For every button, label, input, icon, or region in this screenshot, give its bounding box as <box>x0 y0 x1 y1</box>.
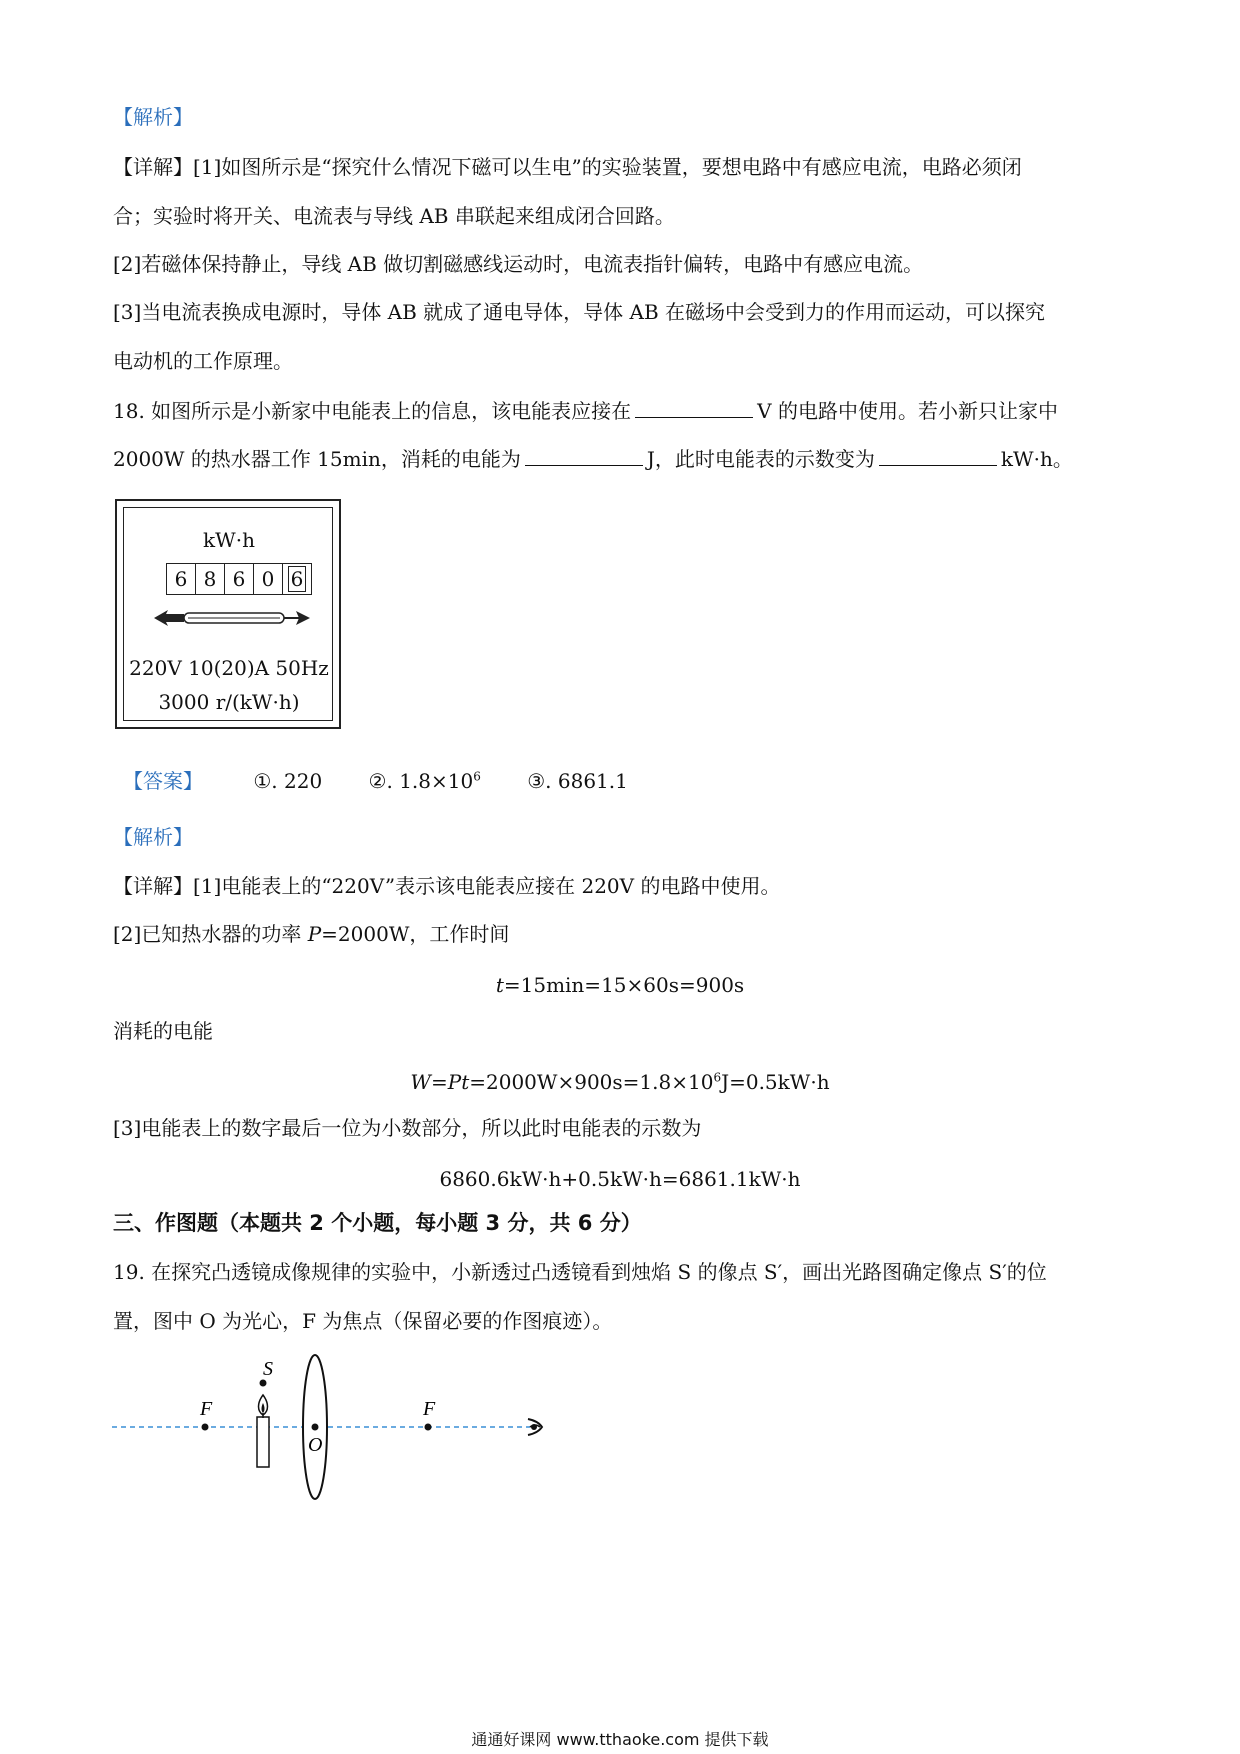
meter-digits <box>166 563 312 595</box>
question-19-line-1: 19. 在探究凸透镜成像规律的实验中，小新透过凸透镜看到烛焰 S 的像点 S′，画出光路图确定像点 S′的位 <box>113 1260 1047 1284</box>
candle-icon <box>257 1380 269 1468</box>
focus-point-left <box>202 1424 209 1431</box>
meter-digit: 8 <box>196 564 225 594</box>
analysis-label: 【解析】 <box>113 105 193 129</box>
energy-meter-figure <box>115 499 341 729</box>
meter-unit: kW·h <box>203 528 255 552</box>
section-heading: 三、作图题（本题共 2 个小题，每小题 3 分，共 6 分） <box>113 1211 642 1235</box>
answer-1: ①. 220 <box>253 769 323 793</box>
equation-reading: 6860.6kW·h+0.5kW·h=6861.1kW·h <box>439 1167 801 1191</box>
answer-blank-3[interactable] <box>879 447 997 466</box>
page-footer: 通通好课网 www.tthaoke.com 提供下载 <box>471 1730 769 1749</box>
answer-blank-1[interactable] <box>635 399 753 418</box>
focus-label-right: F <box>423 1398 436 1420</box>
lens-diagram <box>110 1345 570 1515</box>
meter-rotor-icon <box>152 606 312 630</box>
detail-3: 消耗的电能 <box>113 1019 213 1043</box>
detail-1: 【详解】[1]电能表上的“220V”表示该电能表应接在 220V 的电路中使用。 <box>113 874 781 898</box>
focus-point-right <box>425 1424 432 1431</box>
meter-spec-1: 220V 10(20)A 50Hz <box>129 656 329 680</box>
question-18-line-1: 18. 如图所示是小新家中电能表上的信息，该电能表应接在 V 的电路中使用。若小新只让家中 <box>113 399 1058 423</box>
focus-label-left: F <box>200 1398 213 1420</box>
detail-2: [2]已知热水器的功率 P=2000W，工作时间 <box>113 922 510 946</box>
meter-digit: 6 <box>167 564 196 594</box>
answer-label: 【答案】 <box>123 769 203 793</box>
question-18-line-2: 2000W 的热水器工作 15min，消耗的电能为 J，此时电能表的示数变为 kW·h。 <box>113 447 1073 471</box>
detail-paragraph-3: [3]当电流表换成电源时，导体 AB 就成了通电导体，导体 AB 在磁场中会受到力的作用而运动，可以探究 <box>113 300 1046 324</box>
answer-blank-2[interactable] <box>525 447 643 466</box>
detail-paragraph-1-cont: 合；实验时将开关、电流表与导线 AB 串联起来组成闭合回路。 <box>113 204 675 228</box>
meter-decimal-digit: 6 <box>283 564 311 594</box>
answer-2: ②. $1.8\times 10^6$ <box>368 769 481 793</box>
detail-paragraph-1: 【详解】[1]如图所示是“探究什么情况下磁可以生电”的实验装置，要想电路中有感应电流，电路必须闭 <box>113 155 1022 179</box>
equation-energy: $W=Pt=2000W\times 900s=1.8\times 10^6J=0.5kW\cdot h$ <box>410 1070 830 1094</box>
answer-3: ③. 6861.1 <box>527 769 628 793</box>
detail-paragraph-3-cont: 电动机的工作原理。 <box>113 349 293 373</box>
eye-icon <box>528 1419 542 1435</box>
source-label: S <box>263 1358 273 1380</box>
meter-spec-2: 3000 r/(kW·h) <box>158 690 300 714</box>
answer-row <box>123 765 628 794</box>
optical-center <box>312 1424 319 1431</box>
detail-paragraph-2: [2]若磁体保持静止，导线 AB 做切割磁感线运动时，电流表指针偏转，电路中有感应电流。 <box>113 252 924 276</box>
question-19-line-2: 置，图中 O 为光心，F 为焦点（保留必要的作图痕迹）。 <box>113 1309 613 1333</box>
detail-4: [3]电能表上的数字最后一位为小数部分，所以此时电能表的示数为 <box>113 1116 702 1140</box>
meter-digit: 6 <box>225 564 254 594</box>
analysis-label: 【解析】 <box>113 825 193 849</box>
equation-time: t=15min=15×60s=900s <box>495 973 745 997</box>
optical-center-label: O <box>308 1434 323 1456</box>
meter-digit: 0 <box>254 564 283 594</box>
